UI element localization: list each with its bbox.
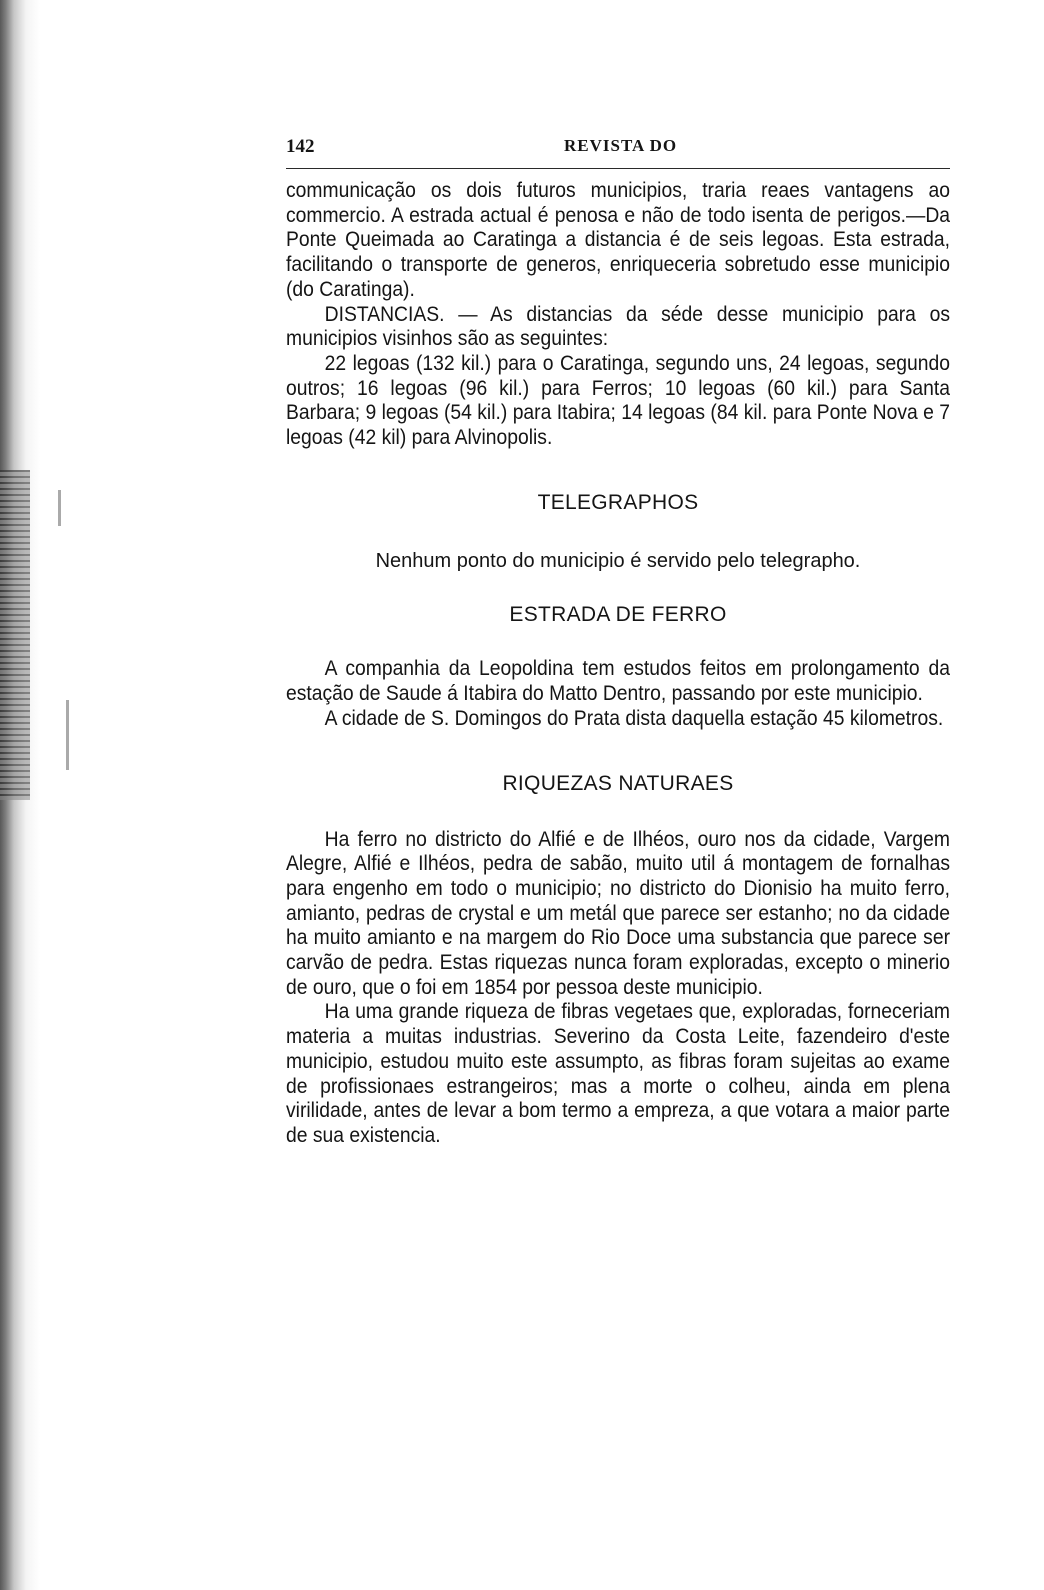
paragraph-sao-domingos: A cidade de S. Domingos do Prata dista daquella estação 45 kilometros. xyxy=(324,706,944,730)
page-content xyxy=(286,134,950,1149)
paragraph-communicacao: communicação os dois futuros municipios, traria reaes vantagens ao commercio. A estrada actual é penosa e não de todo isenta de perigos.—Da Ponte Queimada ao Caratinga a distancia é de seis legoas. Esta estrada, facilitando o transporte de generos, enriqueceria sobretudo esse municipio (do Caratinga). xyxy=(286,179,951,301)
paragraph-distancias: DISTANCIAS. — As distancias da séde desse municipio para os municipios visinhos são as seguintes: xyxy=(286,302,951,351)
paragraph-fibras: Ha uma grande riqueza de fibras vegetaes que, exploradas, forneceriam materia a muitas industrias. Severino da Costa Leite, fazendeiro d'este municipio, estudou muito este assumpto, as fibras foram sujeitas ao exame de profissionaes estrangeiros; mas a morte o colheu, ainda em plena virilidade, antes de levar a bom termo a empreza, a que votara a maior parte de sua existencia. xyxy=(286,1000,951,1147)
paragraph-minerals: Ha ferro no districto do Alfié e de Ilhéos, ouro nos da cidade, Vargem Alegre, Alfié e Ilhéos, pedra de sabão, muito util á montagem de fornalhas para engenho em todo o municipio; no districto do Dionisio ha muito ferro, amianto, pedras de crystal e um metál que parece ser estanho; no da cidade ha muito amianto e na margem do Rio Doce uma substancia que parece ser carvão de pedra. Estas riquezas nunca foram exploradas, excepto o minerio de ouro, que o foi em 1854 por pessoa deste municipio. xyxy=(286,827,951,999)
running-head xyxy=(286,134,950,168)
scan-mark xyxy=(58,490,61,526)
section-heading-estrada-de-ferro: ESTRADA DE FERRO xyxy=(509,603,727,627)
section-heading-riquezas-naturaes: RIQUEZAS NATURAES xyxy=(502,771,734,795)
running-head-title: REVISTA DO xyxy=(564,136,678,155)
paragraph-leopoldina: A companhia da Leopoldina tem estudos feitos em prolongamento da estação de Saude á Itabira do Matto Dentro, passando por este municipio. xyxy=(286,657,951,706)
section-heading-telegraphos: TELEGRAPHOS xyxy=(537,490,699,514)
paragraph-telegraphos: Nenhum ponto do municipio é servido pelo telegrapho. xyxy=(375,549,861,572)
scan-mark xyxy=(66,700,69,770)
paragraph-distances-list: 22 legoas (132 kil.) para o Caratinga, segundo uns, 24 legoas, segundo outros; 16 legoas (96 kil.) para Ferros; 10 legoas (60 kil.) para Santa Barbara; 9 legoas (54 kil.) para Itabira; 14 legoas (84 kil. para Ponte Nova e 7 legoas (42 kil) para Alvinopolis. xyxy=(286,351,951,450)
header-rule xyxy=(286,168,950,169)
page-number: 142 xyxy=(286,136,315,157)
scan-edge-artifact xyxy=(0,470,30,800)
